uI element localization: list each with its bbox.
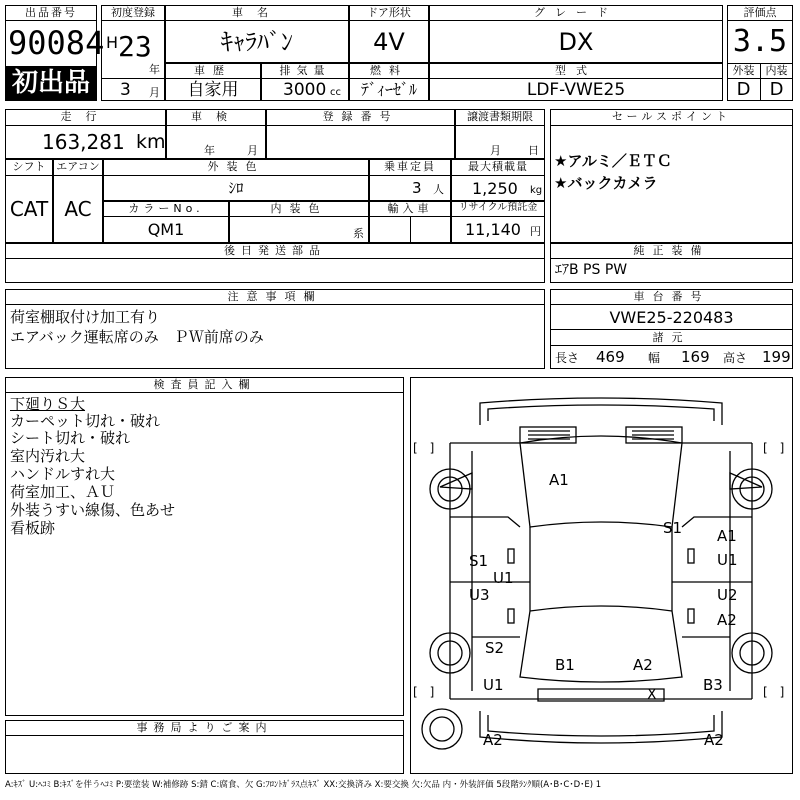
- height: 199: [762, 348, 791, 366]
- inspector-line-5: ハンドルすれ大: [10, 465, 116, 483]
- first-reg-era: H: [106, 33, 119, 52]
- score-label: 評価点: [743, 6, 777, 19]
- fuel: ﾃﾞｨｰｾﾞﾙ: [360, 80, 417, 99]
- mileage: 163,281: [42, 130, 125, 154]
- height-label: 高さ: [723, 351, 748, 365]
- damage-mark: S1: [469, 552, 489, 570]
- lot-number: 90084: [8, 24, 105, 62]
- grade: DX: [558, 28, 594, 56]
- damage-mark: A1: [549, 471, 569, 489]
- door: 4V: [373, 28, 405, 56]
- inspector-line-3: シート切れ・破れ: [10, 429, 131, 447]
- ac-label: エアコン: [56, 160, 100, 173]
- shift-label: シフト: [12, 160, 46, 173]
- car-name-label: 車名: [232, 6, 282, 19]
- inspection-year-unit: 年: [204, 144, 215, 157]
- length: 469: [596, 348, 625, 366]
- bracket-left-bottom: [ ]: [413, 685, 435, 699]
- damage-mark: A2: [633, 656, 653, 674]
- history: 自家用: [187, 80, 239, 100]
- recycle: 11,140: [465, 220, 521, 239]
- damage-mark: U1: [493, 569, 514, 587]
- car-outline-diagram: [410, 377, 793, 774]
- inspector-line-8: 看板跡: [10, 519, 56, 537]
- damage-mark: A1: [717, 527, 737, 545]
- inspector-label: 検査員記入欄: [153, 378, 256, 391]
- interior-grade: D: [769, 79, 784, 100]
- transfer-day-unit: 日: [528, 144, 539, 157]
- damage-mark: A2: [704, 731, 724, 749]
- displacement-label: 排気量: [279, 64, 331, 77]
- lot-label: 出品番号: [25, 6, 77, 19]
- transfer-month-unit: 月: [490, 144, 501, 157]
- plate-label: 登録番号: [322, 110, 399, 123]
- damage-mark: X: [647, 687, 657, 703]
- damage-mark: A2: [717, 611, 737, 629]
- fuel-label: 燃料: [370, 64, 408, 77]
- capacity: 3: [412, 179, 422, 197]
- sales-points-label: セールスポイント: [611, 110, 731, 123]
- sales-point-1: ★アルミ／ＥＴＣ: [554, 152, 672, 170]
- notes-line-2: エアバック運転席のみ ＰＷ前席のみ: [10, 328, 264, 346]
- damage-mark: A2: [483, 731, 503, 749]
- max-load-label: 最大積載量: [468, 160, 528, 173]
- car-name: ｷｬﾗﾊﾞﾝ: [221, 28, 293, 56]
- later-parts-label: 後日発送部品: [224, 244, 326, 257]
- inspector-line-6: 荷室加工、ＡＵ: [10, 483, 116, 501]
- ext-color: ｼﾛ: [228, 179, 244, 197]
- ext-color-label: 外装色: [207, 160, 265, 173]
- inspection-month-unit: 月: [247, 144, 258, 157]
- width-label: 幅: [648, 351, 661, 365]
- max-load: 1,250: [472, 179, 518, 198]
- genuine: ｴｱB PS PW: [555, 262, 628, 278]
- mileage-unit: km: [136, 131, 166, 153]
- damage-mark: S1: [663, 519, 683, 537]
- sales-point-2: ★バックカメラ: [554, 174, 658, 192]
- exterior-grade: D: [736, 79, 751, 100]
- damage-mark: U1: [483, 676, 504, 694]
- first-listing-text: 初出品: [11, 68, 90, 98]
- width: 169: [681, 348, 710, 366]
- capacity-label: 乗車定員: [384, 160, 436, 173]
- bracket-left-top: [ ]: [413, 441, 435, 455]
- model-label: 型式: [555, 64, 597, 77]
- inspector-line-1: 下廻りＳ大: [10, 395, 86, 413]
- genuine-label: 純正装備: [633, 244, 710, 257]
- legend: A:ｷｽﾞ U:ﾍｺﾐ B:ｷｽﾞを伴うﾍｺﾐ P:要塗装 W:補修跡 S:錆 C:腐食、欠 G:ﾌﾛﾝﾄｶﾞﾗｽ点ｷｽﾞ XX:交換済み X:要交換 欠:欠品 内・外装評価 5段階ﾗﾝｸ順(A･B･C･D･E) 1: [5, 780, 602, 790]
- door-label: ドア形状: [367, 6, 411, 19]
- office-label: 事務局よりご案内: [136, 721, 273, 734]
- shift: CAT: [9, 197, 49, 221]
- displacement-unit: cc: [330, 87, 341, 98]
- specs-label: 諸元: [652, 331, 691, 344]
- inspector-line-2: カーペット切れ・破れ: [10, 412, 161, 430]
- recycle-unit: 円: [530, 225, 541, 238]
- chassis-number: VWE25-220483: [609, 308, 734, 327]
- inspection-label: 車検: [191, 110, 241, 123]
- int-color-unit: 系: [353, 227, 364, 240]
- mileage-label: 走行: [60, 110, 111, 123]
- import-label: 輸入車: [387, 202, 433, 215]
- first-reg-month-unit: 月: [149, 86, 160, 99]
- damage-mark: U2: [717, 586, 738, 604]
- first-reg-label: 初度登録: [111, 6, 155, 19]
- damage-mark: U3: [469, 586, 490, 604]
- exterior-label: 外装: [732, 64, 755, 77]
- notes-label: 注意事項欄: [227, 290, 323, 303]
- inspector-line-7: 外装うすい線傷、色あせ: [10, 501, 176, 519]
- first-reg-year: 23: [118, 30, 152, 63]
- length-label: 長さ: [555, 351, 580, 365]
- notes-line-1: 荷室棚取付け加工有り: [10, 308, 161, 326]
- first-reg-year-unit: 年: [149, 63, 160, 76]
- recycle-label: リサイクル預託金: [458, 202, 538, 213]
- first-reg-month: 3: [120, 80, 131, 100]
- capacity-unit: 人: [433, 183, 444, 196]
- max-load-unit: kg: [530, 185, 543, 196]
- history-label: 車歴: [194, 64, 232, 77]
- grade-label: グレード: [534, 6, 618, 19]
- model: LDF-VWE25: [526, 80, 626, 100]
- damage-diagram: [410, 377, 793, 774]
- int-color-label: 内装色: [270, 202, 328, 215]
- score: 3.5: [732, 24, 788, 59]
- color-no: QM1: [147, 220, 185, 239]
- damage-mark: B3: [703, 676, 723, 694]
- damage-mark: B1: [555, 656, 575, 674]
- bracket-right-top: [ ]: [763, 441, 785, 455]
- damage-mark: S2: [485, 639, 505, 657]
- displacement: 3000: [283, 80, 327, 100]
- damage-mark: U1: [717, 551, 738, 569]
- interior-label: 内装: [765, 64, 788, 77]
- ac: AC: [64, 197, 92, 221]
- color-no-label: カラーNo.: [128, 202, 204, 215]
- bracket-right-bottom: [ ]: [763, 685, 785, 699]
- transfer-label: 譲渡書類期限: [467, 110, 533, 123]
- inspector-line-4: 室内汚れ大: [10, 447, 86, 465]
- chassis-label: 車台番号: [633, 290, 710, 303]
